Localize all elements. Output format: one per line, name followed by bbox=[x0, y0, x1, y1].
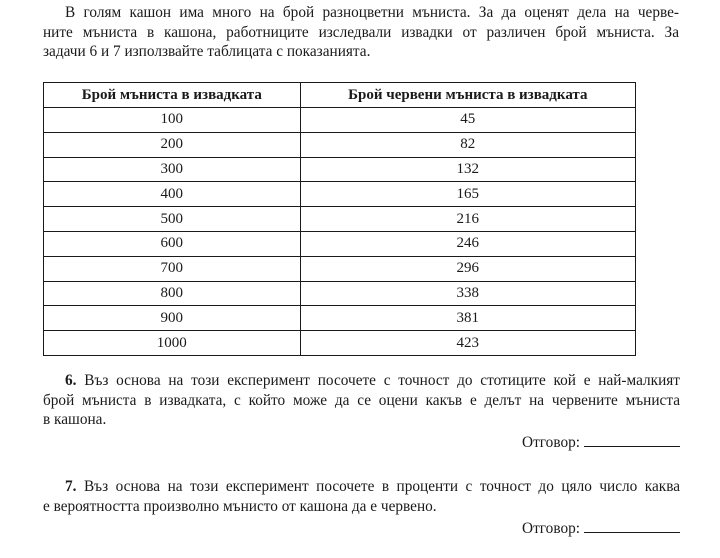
sample-size-cell: 1000 bbox=[44, 331, 301, 356]
red-count-cell: 381 bbox=[300, 306, 635, 331]
sample-size-cell: 400 bbox=[44, 182, 301, 207]
red-count-cell: 132 bbox=[300, 157, 635, 182]
table-row bbox=[44, 281, 636, 306]
question-6-line-3: в кашона. bbox=[43, 411, 107, 428]
table-row bbox=[44, 132, 636, 157]
table-row bbox=[44, 207, 636, 232]
question-6 bbox=[43, 371, 680, 430]
answer-7 bbox=[522, 518, 680, 539]
table-row bbox=[44, 306, 636, 331]
header-sample-size: Брой мъниста в извадката bbox=[44, 83, 301, 108]
sample-size-cell: 600 bbox=[44, 231, 301, 256]
table-row bbox=[44, 157, 636, 182]
table-row bbox=[44, 256, 636, 281]
question-7-number: 7. bbox=[65, 478, 77, 495]
question-7-line-1 bbox=[43, 477, 680, 497]
answer-7-label: Отговор: bbox=[522, 520, 580, 537]
red-count-cell: 423 bbox=[300, 331, 635, 356]
table-header-row bbox=[44, 83, 636, 108]
sample-size-cell: 800 bbox=[44, 281, 301, 306]
sample-size-cell: 100 bbox=[44, 108, 301, 133]
sample-size-cell: 900 bbox=[44, 306, 301, 331]
question-6-line-1 bbox=[43, 371, 680, 391]
table-row bbox=[44, 108, 636, 133]
header-red-beads: Брой червени мъниста в извадката bbox=[300, 83, 635, 108]
question-6-line-2: брой мъниста в извадката, с който може да се оцени какъв е делът на червените мъниста bbox=[43, 391, 680, 409]
red-count-cell: 338 bbox=[300, 281, 635, 306]
question-6-text-1: Въз основа на този експеримент посочете с точност до стотиците кой е най-малкият bbox=[84, 372, 680, 389]
sample-size-cell: 700 bbox=[44, 256, 301, 281]
table-row bbox=[44, 331, 636, 356]
sample-size-cell: 200 bbox=[44, 132, 301, 157]
answer-6 bbox=[522, 432, 680, 453]
intro-line-2: ните мъниста в кашона, работниците изследвали извадки от различен брой мъниста. За bbox=[43, 23, 679, 41]
question-7-text-1: Въз основа на този експеримент посочете в проценти с точност до цяло число каква bbox=[83, 478, 681, 495]
answer-6-blank[interactable] bbox=[584, 432, 680, 447]
table-row bbox=[44, 182, 636, 207]
sample-size-cell: 500 bbox=[44, 207, 301, 232]
sample-size-cell: 300 bbox=[44, 157, 301, 182]
intro-line-3: задачи 6 и 7 използвайте таблицата с показанията. bbox=[43, 43, 371, 60]
red-count-cell: 82 bbox=[300, 132, 635, 157]
red-count-cell: 216 bbox=[300, 207, 635, 232]
red-count-cell: 45 bbox=[300, 108, 635, 133]
question-6-number: 6. bbox=[65, 372, 77, 389]
question-7-line-2: е вероятността произволно мънисто от кашона да е червено. bbox=[43, 497, 437, 515]
beads-table bbox=[43, 82, 636, 356]
answer-7-blank[interactable] bbox=[584, 518, 680, 533]
intro-paragraph bbox=[43, 3, 679, 62]
red-count-cell: 296 bbox=[300, 256, 635, 281]
table-row bbox=[44, 231, 636, 256]
question-7 bbox=[43, 477, 680, 516]
intro-line-1: В голям кашон има много на брой разноцветни мъниста. За да оценят дела на черве- bbox=[65, 4, 679, 21]
red-count-cell: 246 bbox=[300, 231, 635, 256]
answer-6-label: Отговор: bbox=[522, 434, 580, 451]
red-count-cell: 165 bbox=[300, 182, 635, 207]
